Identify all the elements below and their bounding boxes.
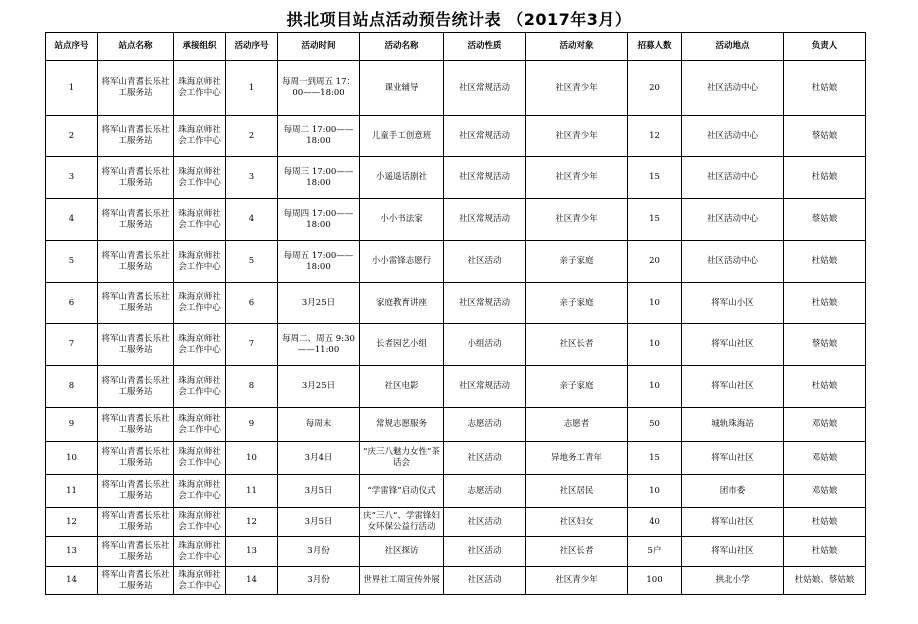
leader-cell: 杜姑娘 bbox=[784, 283, 866, 324]
activity-no-cell: 13 bbox=[226, 537, 278, 567]
header-org: 承接组织 bbox=[174, 33, 226, 61]
activity-nature-cell: 社区活动 bbox=[444, 442, 526, 475]
recruit-count-cell: 15 bbox=[628, 199, 682, 241]
recruit-count-cell: 10 bbox=[628, 475, 682, 508]
site-no-cell: 1 bbox=[46, 61, 98, 116]
header-recruit-count: 招募人数 bbox=[628, 33, 682, 61]
activity-time-cell: 每周一到周五 17：00——18:00 bbox=[278, 61, 360, 116]
activity-no-cell: 10 bbox=[226, 442, 278, 475]
activity-place-cell: 社区活动中心 bbox=[682, 116, 784, 157]
activity-name-cell: 庆”三八“、学雷锋妇女环保公益行活动 bbox=[360, 508, 444, 537]
activity-nature-cell: 志愿活动 bbox=[444, 408, 526, 442]
activity-name-cell: 世界社工周宣传外展 bbox=[360, 567, 444, 595]
activity-target-cell: 异地务工青年 bbox=[526, 442, 628, 475]
recruit-count-cell: 10 bbox=[628, 283, 682, 324]
table-row bbox=[46, 366, 866, 408]
activity-place-cell: 将军山小区 bbox=[682, 283, 784, 324]
table-row bbox=[46, 241, 866, 283]
recruit-count-cell: 20 bbox=[628, 61, 682, 116]
activity-no-cell: 11 bbox=[226, 475, 278, 508]
header-site-no: 站点序号 bbox=[46, 33, 98, 61]
activity-no-cell: 14 bbox=[226, 567, 278, 595]
header-activity-no: 活动序号 bbox=[226, 33, 278, 61]
leader-cell: 蔡姑娘 bbox=[784, 199, 866, 241]
header-activity-name: 活动名称 bbox=[360, 33, 444, 61]
activity-nature-cell: 社区常规活动 bbox=[444, 157, 526, 199]
activity-target-cell: 社区长者 bbox=[526, 324, 628, 366]
recruit-count-cell: 10 bbox=[628, 324, 682, 366]
org-cell: 珠海京师社会工作中心 bbox=[174, 366, 226, 408]
activity-time-cell: 每周二、周五 9:30——11:00 bbox=[278, 324, 360, 366]
activity-target-cell: 社区妇女 bbox=[526, 508, 628, 537]
org-cell: 珠海京师社会工作中心 bbox=[174, 283, 226, 324]
table-row bbox=[46, 283, 866, 324]
leader-cell: 蔡姑娘 bbox=[784, 324, 866, 366]
activity-nature-cell: 社区常规活动 bbox=[444, 283, 526, 324]
org-cell: 珠海京师社会工作中心 bbox=[174, 537, 226, 567]
leader-cell: 杜姑娘 bbox=[784, 508, 866, 537]
activity-place-cell: 将军山社区 bbox=[682, 537, 784, 567]
leader-cell: 杜姑娘 bbox=[784, 241, 866, 283]
activity-nature-cell: 社区活动 bbox=[444, 567, 526, 595]
activity-target-cell: 社区青少年 bbox=[526, 157, 628, 199]
leader-cell: 杜姑娘 bbox=[784, 537, 866, 567]
table-row bbox=[46, 157, 866, 199]
header-site-name: 站点名称 bbox=[98, 33, 174, 61]
table-row bbox=[46, 199, 866, 241]
activity-nature-cell: 志愿活动 bbox=[444, 475, 526, 508]
activity-place-cell: 社区活动中心 bbox=[682, 199, 784, 241]
site-name-cell: 将军山青耆长乐社工服务站 bbox=[98, 61, 174, 116]
activity-no-cell: 3 bbox=[226, 157, 278, 199]
activity-table bbox=[45, 32, 866, 595]
table-row bbox=[46, 61, 866, 116]
site-name-cell: 将军山青耆长乐社工服务站 bbox=[98, 283, 174, 324]
activity-nature-cell: 社区活动 bbox=[444, 508, 526, 537]
org-cell: 珠海京师社会工作中心 bbox=[174, 241, 226, 283]
site-name-cell: 将军山青耆长乐社工服务站 bbox=[98, 324, 174, 366]
activity-time-cell: 3月25日 bbox=[278, 283, 360, 324]
org-cell: 珠海京师社会工作中心 bbox=[174, 116, 226, 157]
site-name-cell: 将军山青耆长乐社工服务站 bbox=[98, 157, 174, 199]
activity-name-cell: “学雷锋”启动仪式 bbox=[360, 475, 444, 508]
activity-time-cell: 每周五 17:00——18:00 bbox=[278, 241, 360, 283]
activity-name-cell: 社区探访 bbox=[360, 537, 444, 567]
table-row bbox=[46, 475, 866, 508]
activity-place-cell: 社区活动中心 bbox=[682, 61, 784, 116]
recruit-count-cell: 40 bbox=[628, 508, 682, 537]
leader-cell: 杜姑娘 bbox=[784, 366, 866, 408]
table-row bbox=[46, 408, 866, 442]
header-activity-time: 活动时间 bbox=[278, 33, 360, 61]
activity-no-cell: 12 bbox=[226, 508, 278, 537]
activity-nature-cell: 社区活动 bbox=[444, 537, 526, 567]
header-activity-target: 活动对象 bbox=[526, 33, 628, 61]
site-no-cell: 2 bbox=[46, 116, 98, 157]
site-no-cell: 10 bbox=[46, 442, 98, 475]
site-no-cell: 4 bbox=[46, 199, 98, 241]
activity-no-cell: 8 bbox=[226, 366, 278, 408]
activity-no-cell: 1 bbox=[226, 61, 278, 116]
activity-place-cell: 社区活动中心 bbox=[682, 241, 784, 283]
activity-no-cell: 4 bbox=[226, 199, 278, 241]
activity-no-cell: 6 bbox=[226, 283, 278, 324]
table-row bbox=[46, 508, 866, 537]
org-cell: 珠海京师社会工作中心 bbox=[174, 408, 226, 442]
site-name-cell: 将军山青耆长乐社工服务站 bbox=[98, 241, 174, 283]
recruit-count-cell: 20 bbox=[628, 241, 682, 283]
activity-name-cell: 课业辅导 bbox=[360, 61, 444, 116]
site-name-cell: 将军山青耆长乐社工服务站 bbox=[98, 537, 174, 567]
activity-target-cell: 社区青少年 bbox=[526, 567, 628, 595]
site-name-cell: 将军山青耆长乐社工服务站 bbox=[98, 116, 174, 157]
table-row bbox=[46, 324, 866, 366]
activity-no-cell: 9 bbox=[226, 408, 278, 442]
leader-cell: 邓姑娘 bbox=[784, 442, 866, 475]
activity-target-cell: 亲子家庭 bbox=[526, 283, 628, 324]
org-cell: 珠海京师社会工作中心 bbox=[174, 442, 226, 475]
site-name-cell: 将军山青耆长乐社工服务站 bbox=[98, 408, 174, 442]
site-no-cell: 13 bbox=[46, 537, 98, 567]
site-no-cell: 9 bbox=[46, 408, 98, 442]
activity-time-cell: 每周四 17:00——18:00 bbox=[278, 199, 360, 241]
recruit-count-cell: 10 bbox=[628, 366, 682, 408]
activity-target-cell: 志愿者 bbox=[526, 408, 628, 442]
site-name-cell: 将军山青耆长乐社工服务站 bbox=[98, 567, 174, 595]
activity-name-cell: “庆三八魅力女性”茶话会 bbox=[360, 442, 444, 475]
site-no-cell: 3 bbox=[46, 157, 98, 199]
site-no-cell: 12 bbox=[46, 508, 98, 537]
site-no-cell: 14 bbox=[46, 567, 98, 595]
activity-name-cell: 常规志愿服务 bbox=[360, 408, 444, 442]
leader-cell: 邓姑娘 bbox=[784, 408, 866, 442]
site-no-cell: 11 bbox=[46, 475, 98, 508]
recruit-count-cell: 50 bbox=[628, 408, 682, 442]
activity-place-cell: 将军山社区 bbox=[682, 366, 784, 408]
table-row bbox=[46, 537, 866, 567]
leader-cell: 邓姑娘 bbox=[784, 475, 866, 508]
activity-nature-cell: 社区常规活动 bbox=[444, 116, 526, 157]
activity-place-cell: 将军山社区 bbox=[682, 442, 784, 475]
activity-time-cell: 每周末 bbox=[278, 408, 360, 442]
recruit-count-cell: 15 bbox=[628, 442, 682, 475]
org-cell: 珠海京师社会工作中心 bbox=[174, 567, 226, 595]
org-cell: 珠海京师社会工作中心 bbox=[174, 508, 226, 537]
activity-nature-cell: 社区常规活动 bbox=[444, 366, 526, 408]
activity-name-cell: 长者园艺小组 bbox=[360, 324, 444, 366]
table-row bbox=[46, 567, 866, 595]
activity-place-cell: 城轨珠海站 bbox=[682, 408, 784, 442]
org-cell: 珠海京师社会工作中心 bbox=[174, 61, 226, 116]
site-name-cell: 将军山青耆长乐社工服务站 bbox=[98, 442, 174, 475]
activity-name-cell: 儿童手工创意班 bbox=[360, 116, 444, 157]
activity-place-cell: 将军山社区 bbox=[682, 508, 784, 537]
recruit-count-cell: 12 bbox=[628, 116, 682, 157]
activity-no-cell: 7 bbox=[226, 324, 278, 366]
activity-time-cell: 每周三 17:00——18:00 bbox=[278, 157, 360, 199]
leader-cell: 杜姑娘 bbox=[784, 157, 866, 199]
site-name-cell: 将军山青耆长乐社工服务站 bbox=[98, 199, 174, 241]
activity-no-cell: 2 bbox=[226, 116, 278, 157]
activity-time-cell: 3月25日 bbox=[278, 366, 360, 408]
activity-name-cell: 小小雷锋志愿行 bbox=[360, 241, 444, 283]
activity-place-cell: 拱北小学 bbox=[682, 567, 784, 595]
leader-cell: 蔡姑娘 bbox=[784, 116, 866, 157]
leader-cell: 杜姑娘 bbox=[784, 61, 866, 116]
activity-place-cell: 将军山社区 bbox=[682, 324, 784, 366]
recruit-count-cell: 100 bbox=[628, 567, 682, 595]
header-leader: 负责人 bbox=[784, 33, 866, 61]
activity-time-cell: 3月份 bbox=[278, 567, 360, 595]
activity-nature-cell: 社区常规活动 bbox=[444, 61, 526, 116]
activity-nature-cell: 社区活动 bbox=[444, 241, 526, 283]
recruit-count-cell: 5户 bbox=[628, 537, 682, 567]
site-no-cell: 7 bbox=[46, 324, 98, 366]
org-cell: 珠海京师社会工作中心 bbox=[174, 324, 226, 366]
activity-name-cell: 小遥遥话剧社 bbox=[360, 157, 444, 199]
table-row bbox=[46, 442, 866, 475]
site-name-cell: 将军山青耆长乐社工服务站 bbox=[98, 475, 174, 508]
header-row bbox=[46, 33, 866, 61]
activity-target-cell: 社区青少年 bbox=[526, 199, 628, 241]
org-cell: 珠海京师社会工作中心 bbox=[174, 475, 226, 508]
activity-name-cell: 小小书法家 bbox=[360, 199, 444, 241]
site-name-cell: 将军山青耆长乐社工服务站 bbox=[98, 366, 174, 408]
activity-no-cell: 5 bbox=[226, 241, 278, 283]
activity-target-cell: 社区居民 bbox=[526, 475, 628, 508]
recruit-count-cell: 15 bbox=[628, 157, 682, 199]
page-title: 拱北项目站点活动预告统计表 （2017年3月） bbox=[286, 10, 632, 29]
activity-nature-cell: 社区常规活动 bbox=[444, 199, 526, 241]
site-no-cell: 6 bbox=[46, 283, 98, 324]
activity-name-cell: 家庭教育讲座 bbox=[360, 283, 444, 324]
activity-time-cell: 3月份 bbox=[278, 537, 360, 567]
site-no-cell: 8 bbox=[46, 366, 98, 408]
leader-cell: 杜姑娘、蔡姑娘 bbox=[784, 567, 866, 595]
activity-target-cell: 社区长者 bbox=[526, 537, 628, 567]
activity-target-cell: 亲子家庭 bbox=[526, 366, 628, 408]
table-row bbox=[46, 116, 866, 157]
activity-place-cell: 团市委 bbox=[682, 475, 784, 508]
header-activity-place: 活动地点 bbox=[682, 33, 784, 61]
activity-time-cell: 3月4日 bbox=[278, 442, 360, 475]
header-activity-nature: 活动性质 bbox=[444, 33, 526, 61]
activity-target-cell: 亲子家庭 bbox=[526, 241, 628, 283]
activity-place-cell: 社区活动中心 bbox=[682, 157, 784, 199]
activity-target-cell: 社区青少年 bbox=[526, 61, 628, 116]
activity-time-cell: 3月5日 bbox=[278, 475, 360, 508]
org-cell: 珠海京师社会工作中心 bbox=[174, 199, 226, 241]
org-cell: 珠海京师社会工作中心 bbox=[174, 157, 226, 199]
activity-time-cell: 每周二 17:00——18:00 bbox=[278, 116, 360, 157]
site-no-cell: 5 bbox=[46, 241, 98, 283]
activity-nature-cell: 小组活动 bbox=[444, 324, 526, 366]
activity-time-cell: 3月5日 bbox=[278, 508, 360, 537]
activity-target-cell: 社区青少年 bbox=[526, 116, 628, 157]
activity-name-cell: 社区电影 bbox=[360, 366, 444, 408]
site-name-cell: 将军山青耆长乐社工服务站 bbox=[98, 508, 174, 537]
table-body bbox=[46, 61, 866, 595]
